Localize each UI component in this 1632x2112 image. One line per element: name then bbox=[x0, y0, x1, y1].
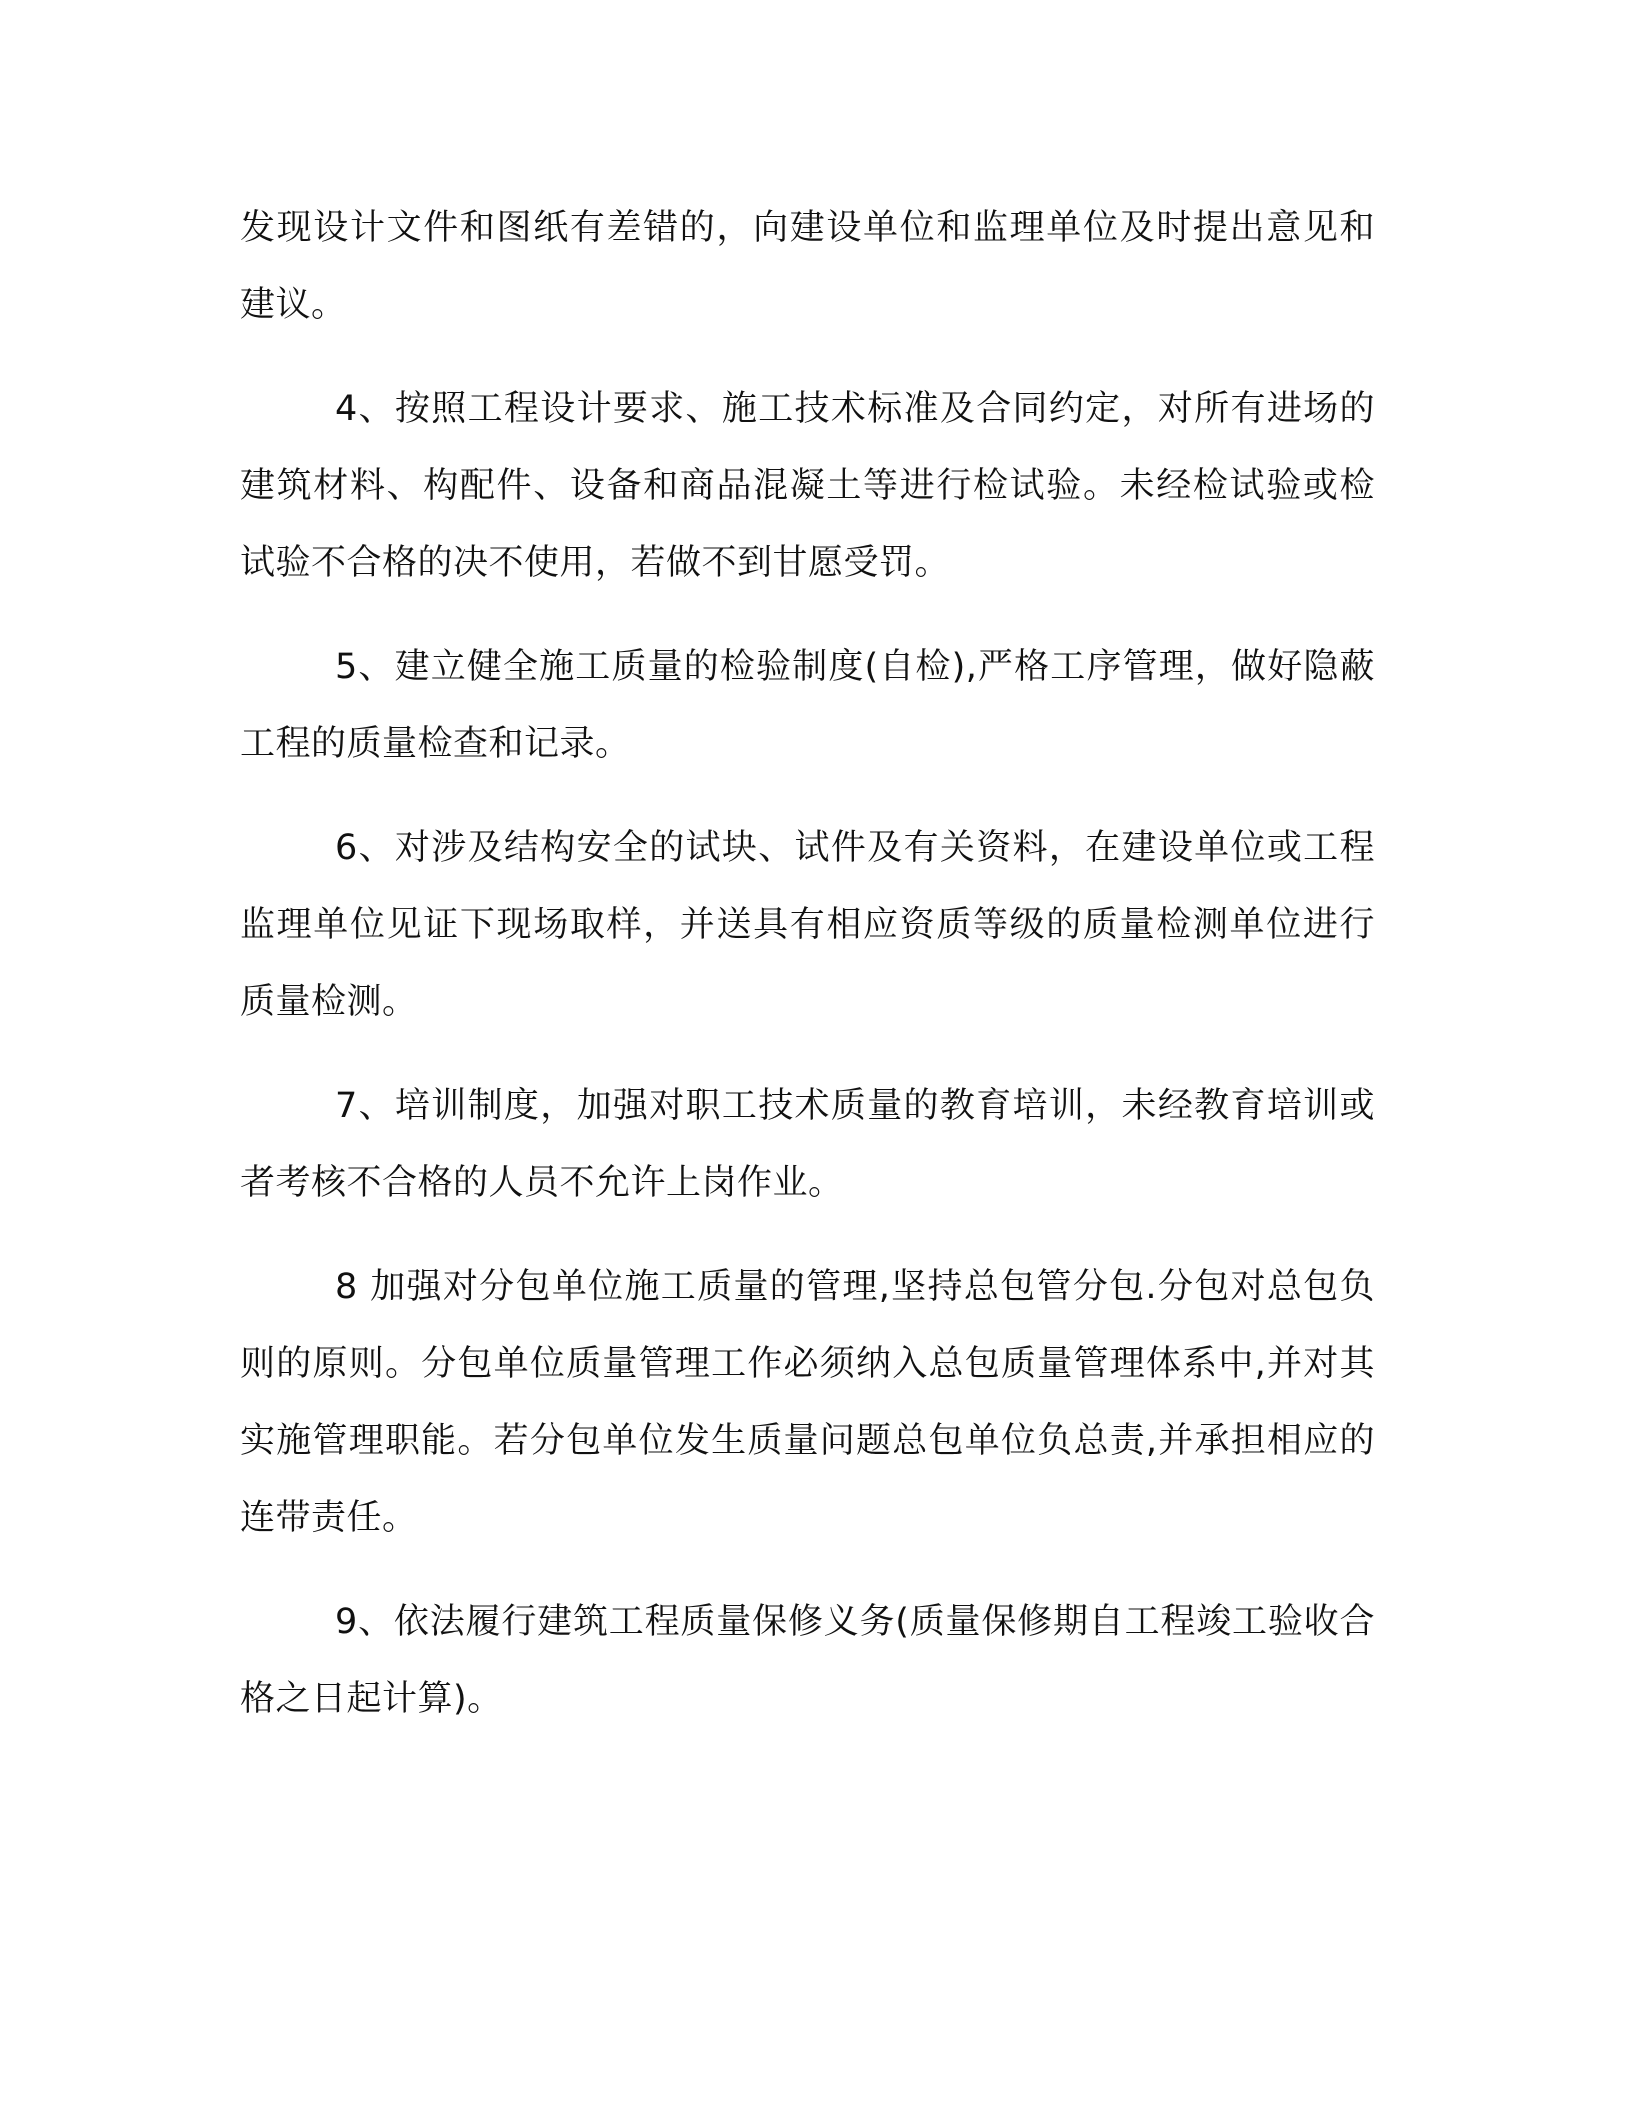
document-body bbox=[240, 190, 1375, 1765]
paragraph-item-8: 8 加强对分包单位施工质量的管理,坚持总包管分包.分包对总包负则的原则。分包单位质量管理工作必须纳入总包质量管理体系中,并对其实施管理职能。若分包单位发生质量问题总包单位负总责,并承担相应的连带责任。 bbox=[240, 1267, 1375, 1538]
paragraph-continuation: 发现设计文件和图纸有差错的，向建设单位和监理单位及时提出意见和建议。 bbox=[240, 208, 1375, 325]
paragraph-item-5: 5、建立健全施工质量的检验制度(自检),严格工序管理，做好隐蔽工程的质量检查和记录。 bbox=[240, 647, 1375, 764]
paragraph-item-9: 9、依法履行建筑工程质量保修义务(质量保修期自工程竣工验收合格之日起计算)。 bbox=[240, 1602, 1375, 1719]
paragraph-item-6: 6、对涉及结构安全的试块、试件及有关资料，在建设单位或工程监理单位见证下现场取样，并送具有相应资质等级的质量检测单位进行质量检测。 bbox=[240, 828, 1375, 1022]
paragraph-item-4: 4、按照工程设计要求、施工技术标准及合同约定，对所有进场的建筑材料、构配件、设备和商品混凝土等进行检试验。未经检试验或检试验不合格的决不使用，若做不到甘愿受罚。 bbox=[240, 389, 1375, 583]
paragraph-item-7: 7、培训制度，加强对职工技术质量的教育培训，未经教育培训或者考核不合格的人员不允许上岗作业。 bbox=[240, 1086, 1375, 1203]
